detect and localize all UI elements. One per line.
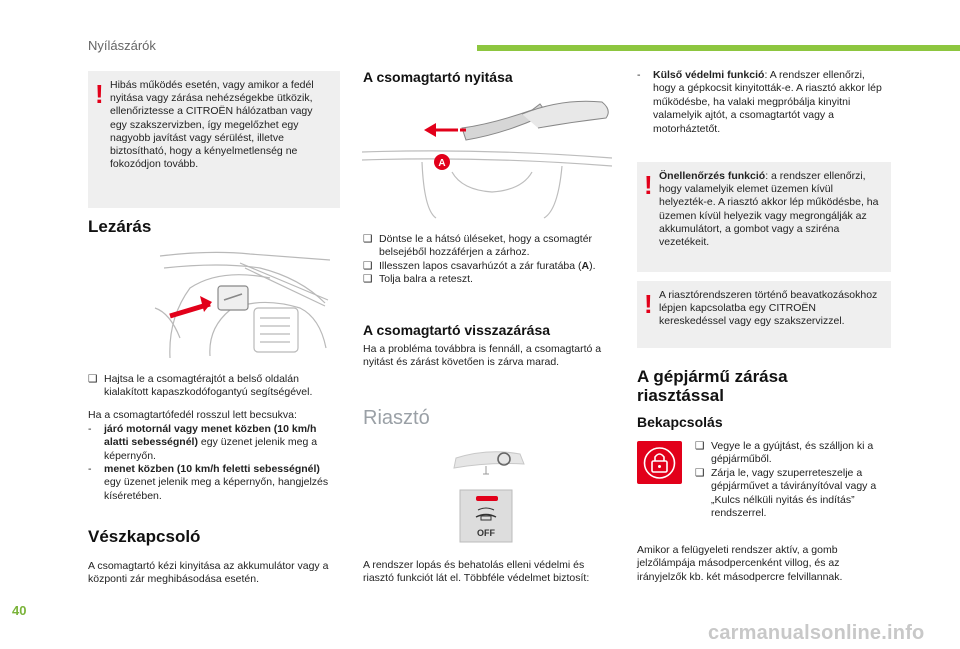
warning-box-selfcheck xyxy=(637,162,891,272)
heading-bekapcsolas: Bekapcsolás xyxy=(637,414,723,430)
section-label: Nyílászárók xyxy=(88,38,156,53)
dash-item-1-text: egy üzenet jelenik meg a képernyőn. xyxy=(104,436,318,462)
warning-text: Hibás működés esetén, vagy amikor a fedél nyitása vagy zárása nehézségekbe ütközik, ellenőriztesse a CITROËN hálózatban vagy egy szakszervizben, így megelőzhet egy nagyobb javítást vagy sérülést, illetve biztosítható, hogy a kényelmetlenség ne fokozódjon tovább. xyxy=(110,79,314,171)
lezaras-bullet-text: Hajtsa le a csomagtérajtót a belső oldalán kialakított kapaszkodófogantyú segítségével. xyxy=(104,373,313,399)
lock-button-icon xyxy=(637,441,682,484)
warning-box-malfunction xyxy=(88,71,340,208)
heading-riaszto: Riasztó xyxy=(363,407,430,429)
amikor-text: Amikor a felügyeleti rendszer aktív, a gomb jelzőlámpája másodpercenként villog, és az irányjelzők kb. két másodpercre felvillannak. xyxy=(637,544,843,583)
visszazaras-text: Ha a probléma továbbra is fennáll, a csomagtartó a nyitást és zárást követően is zárva marad. xyxy=(363,343,602,369)
off-label: OFF xyxy=(477,528,495,538)
warning-icon: ! xyxy=(644,170,653,200)
heading-visszazaras: A csomagtartó visszazárása xyxy=(363,322,551,338)
bekapcsolas-bullets: ❑ Vegye le a gyújtást, és szálljon ki a gépjárműből. ❑ Zárja le, vagy szuperreteszelje a gépjárművet a távirányítóval vagy a „Kulcs nélküli nyitás és indítás” rendszerrel. xyxy=(695,440,877,520)
dash-item-2-bold: menet közben (10 km/h feletti sebességnél) xyxy=(104,463,320,475)
warning-icon: ! xyxy=(95,79,104,109)
lezaras-condition: Ha a csomagtartófedél rosszul lett becsukva: xyxy=(88,409,297,421)
heading-nyitas: A csomagtartó nyitása xyxy=(363,69,513,85)
selfcheck-rest: : a rendszer ellenőrzi, hogy valamelyik elemet üzemen kívül helyezték-e. A riasztó akkor lép működésbe, ha üzemen kívül helyezik vagy megrongálják az akkumulátort, a gombot vagy a sziréna vezetékeit. xyxy=(659,170,879,249)
watermark: carmanualsonline.info xyxy=(708,622,925,644)
kulso-vedelem-text: : A rendszer ellenőrzi, hogy a gépkocsit kinyitották-e. A riasztó akkor lép működésbe, ha valaki megpróbálja kinyitni valamelyik ajtót, a csomagtartót vagy a motorháztetőt. xyxy=(653,69,882,135)
heading-veszkapcsolo: Vészkapcsoló xyxy=(88,527,201,546)
kulso-vedelem-item: - Külső védelmi funkció: A rendszer ellenőrzi, hogy a gépkocsit kinyitották-e. A riasztó akkor lép működésbe, ha valaki megpróbálja kinyitni valamelyik ajtót, a csomagtartót vagy a motorháztetőt. xyxy=(637,69,882,135)
nyitas-bullet-2-pre: Illesszen lapos csavarhúzót a zár furatába ( xyxy=(379,259,582,272)
screwdriver-lock-illustration xyxy=(362,100,614,224)
warning-box-service xyxy=(637,281,891,348)
alarm-button-illustration xyxy=(448,444,528,544)
page-number: 40 xyxy=(12,603,27,618)
heading-lezaras: Lezárás xyxy=(88,217,152,236)
bekapcsolas-bullet-1: Vegye le a gyújtást, és szálljon ki a gépjárműből. xyxy=(711,440,874,466)
bullet-marker: ❑ xyxy=(88,373,98,385)
veszkapcsolo-text: A csomagtartó kézi kinyitása az akkumulátor vagy a központi zár meghibásodása esetén. xyxy=(88,560,329,586)
warning-selfcheck-text xyxy=(659,170,883,249)
riaszto-text: A rendszer lopás és behatolás elleni védelmi és riasztó funkciót lát el. Többféle védelmet biztosít: xyxy=(363,559,590,585)
selfcheck-bold: Önellenőrzés funkció xyxy=(659,170,766,182)
lezaras-bullet xyxy=(88,373,346,400)
warning-icon: ! xyxy=(644,289,653,319)
bekapcsolas-bullet-2: Zárja le, vagy szuperreteszelje a gépjárművet a távirányítóval vagy a „Kulcs nélküli nyitás és indítás” rendszerrel. xyxy=(711,466,877,520)
nyitas-bullet-1: Döntse le a hátsó üléseket, hogy a csomagtér belsejéből hozzáférjen a zárhoz. xyxy=(379,233,593,259)
dash-item-2: - menet közben (10 km/h feletti sebességnél) egy üzenet jelenik meg a képernyőn, hangjelzés kíséretében. xyxy=(88,463,329,502)
dash-item-2-text: egy üzenet jelenik meg a képernyőn, hangjelzés kíséretében. xyxy=(104,476,329,502)
trunk-handle-illustration xyxy=(150,248,340,366)
heading-zarasa-riasztassal: A gépjármű zárása riasztással xyxy=(637,367,788,405)
nyitas-bullets: ❑ Döntse le a hátsó üléseket, hogy a csomagtér belsejéből hozzáférjen a zárhoz. ❑ Illesszen lapos csavarhúzót a zár furatába (A). ❑ Tolja balra a reteszt. xyxy=(363,233,596,286)
section-accent-bar xyxy=(477,45,960,51)
warning-service-text: A riasztórendszeren történő beavatkozásokhoz lépjen kapcsolatba egy CITROËN kereskedéssel vagy egy szakszervizzel. xyxy=(659,289,878,328)
kulso-vedelem-bold: Külső védelmi funkció xyxy=(653,69,765,81)
nyitas-bullet-2-post: ). xyxy=(589,259,596,272)
nyitas-bullet-2-a: A xyxy=(581,259,590,272)
dash-item-1: - járó motornál vagy menet közben (10 km/h alatti sebességnél) egy üzenet jelenik meg a képernyőn. xyxy=(88,423,318,462)
dash-item-1-bold: járó motornál vagy menet közben (10 km/h alatti sebességnél) xyxy=(104,423,317,449)
nyitas-bullet-3: Tolja balra a reteszt. xyxy=(379,273,473,286)
lock-label-a: A xyxy=(438,158,446,169)
